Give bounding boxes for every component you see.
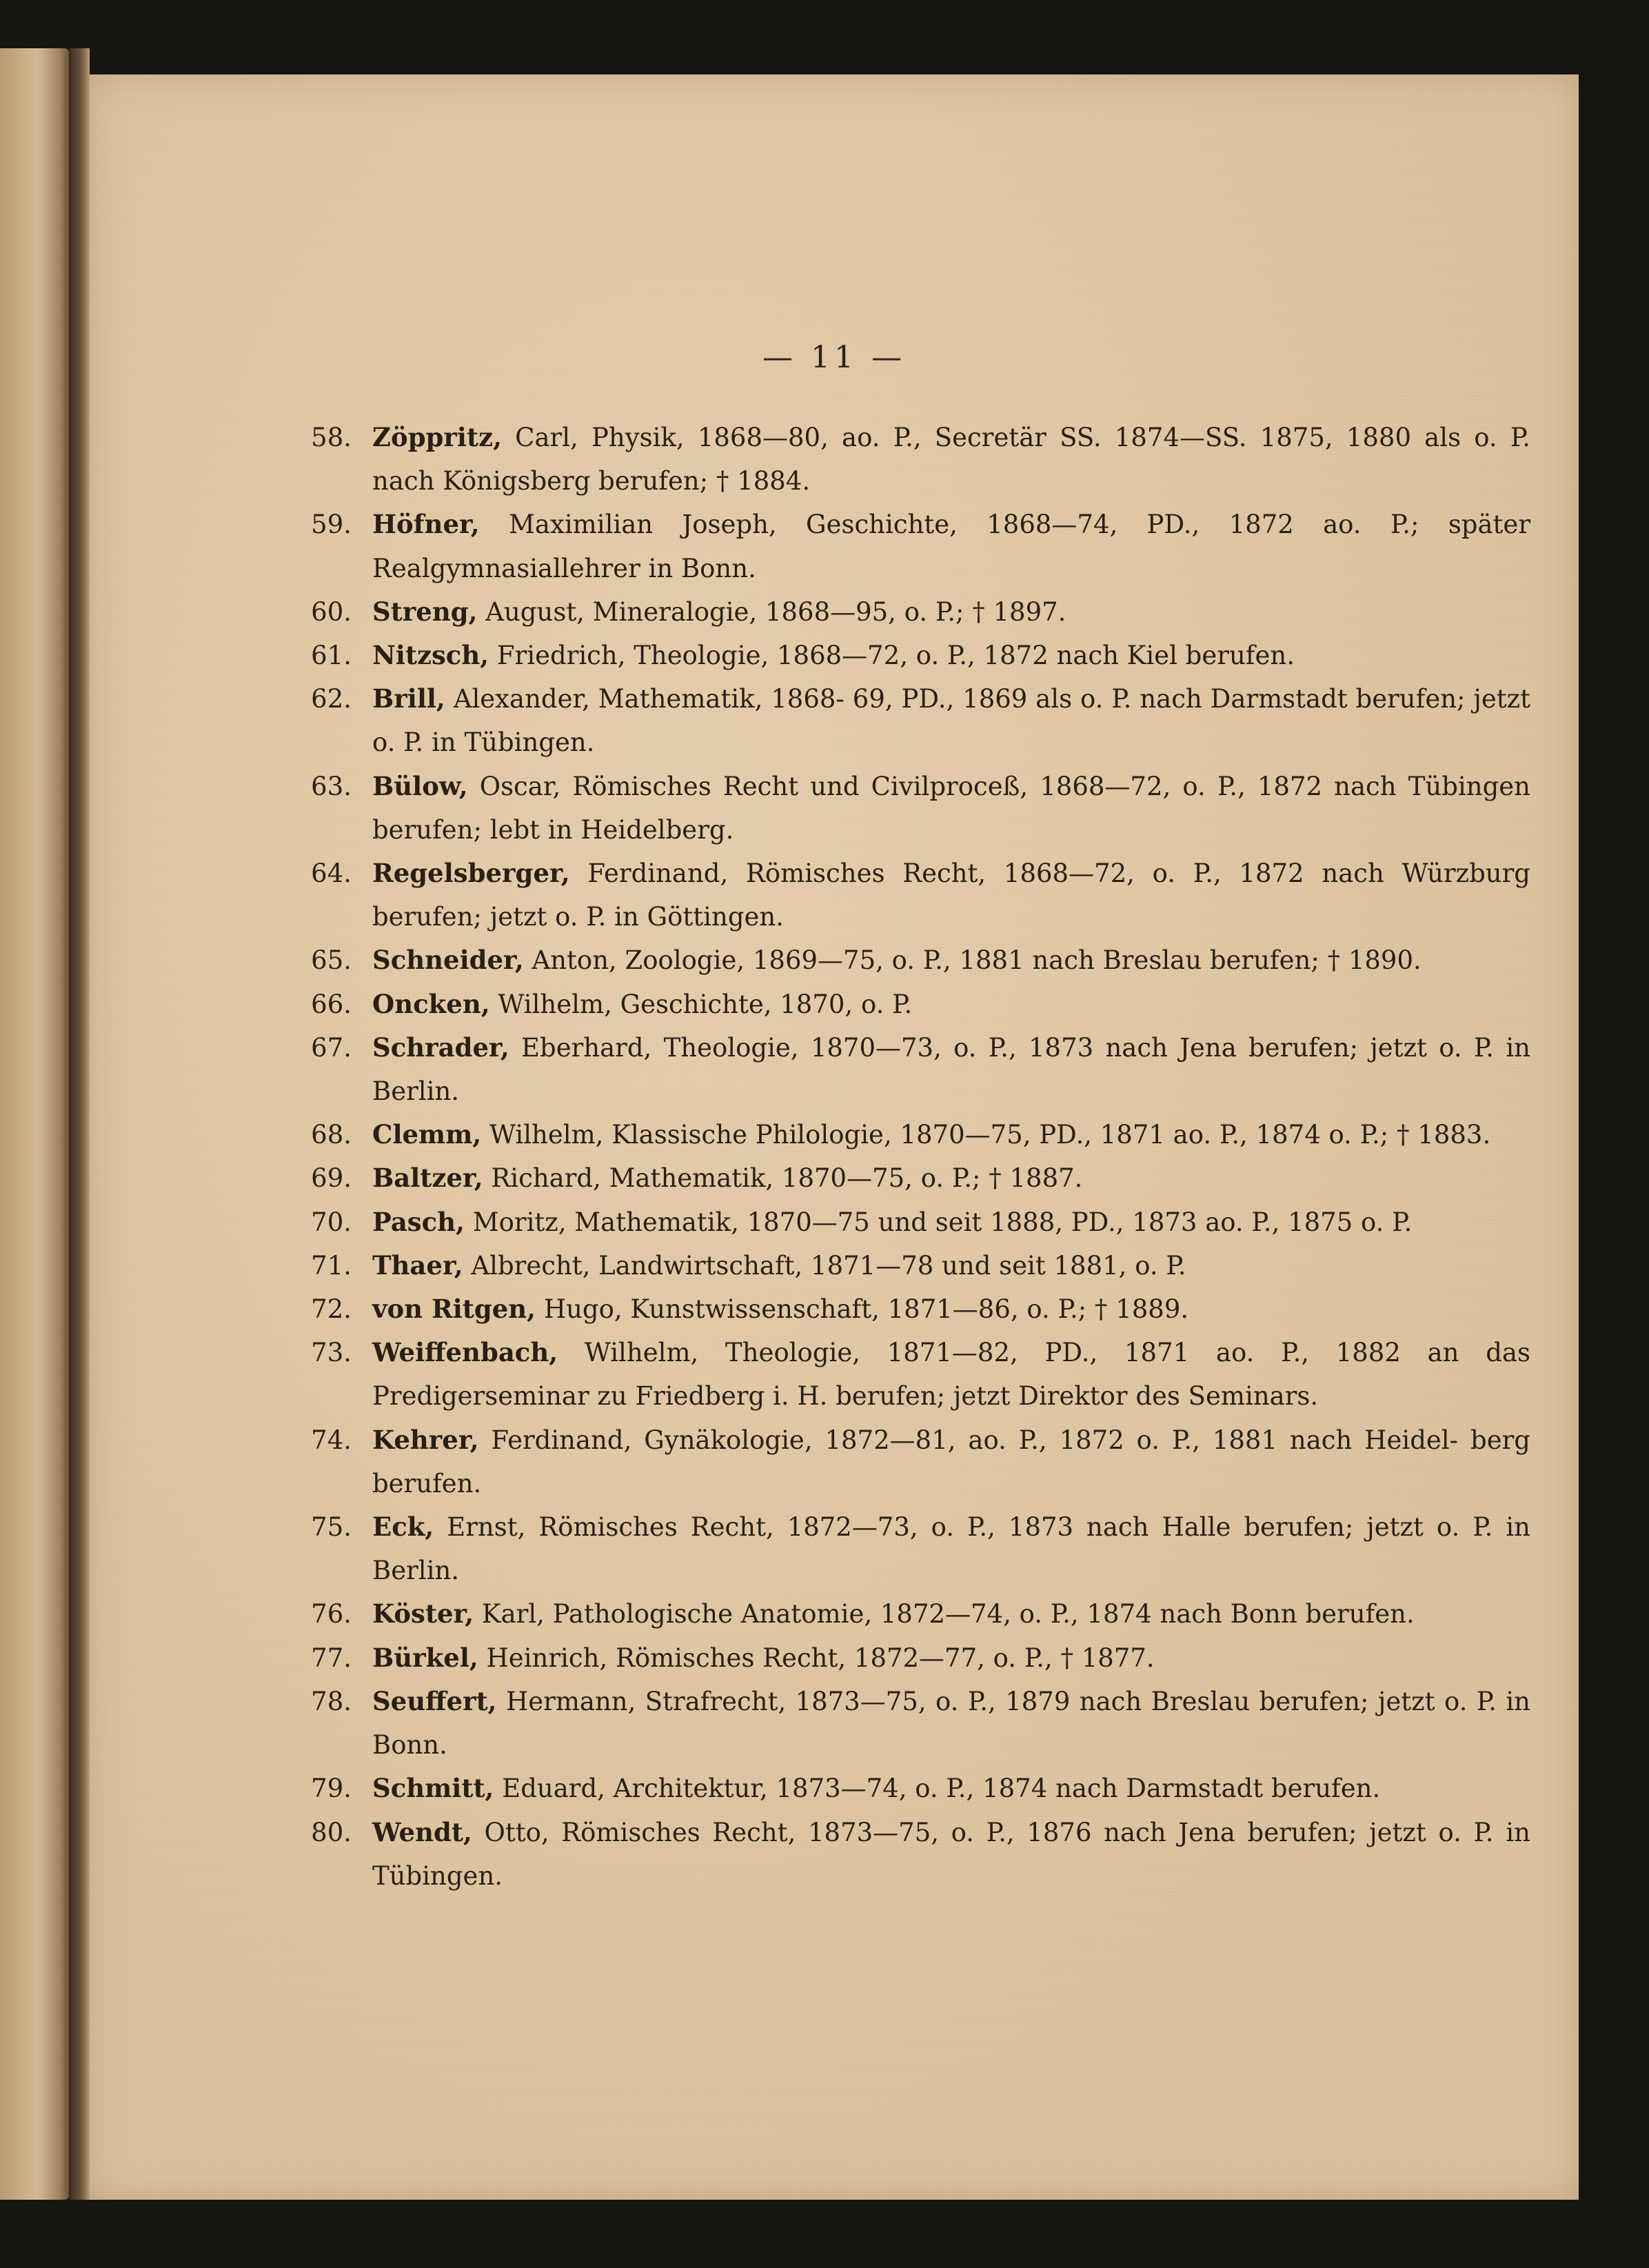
entry-details: Oscar, Römisches Recht und Civilproceß, 1868—72, o. P., 1872 nach Tübingen berufen; lebt in Heidelberg. [372,771,1530,845]
entry-number: 78. [311,1686,352,1716]
entry-number: 61. [311,641,352,671]
entry-number: 71. [311,1250,352,1281]
page-number: — 11 — [762,340,906,375]
entry-name: Baltzer, [372,1163,483,1194]
entry-details: Friedrich, Theologie, 1868—72, o. P., 1872 nach Kiel berufen. [489,641,1295,671]
entry-number: 70. [311,1207,352,1237]
list-item [303,1767,1530,1810]
entry-name: Zöppritz, [372,422,502,452]
list-item [303,852,1530,939]
entry-number: 79. [311,1774,352,1804]
entry-name: Pasch, [372,1206,465,1237]
entry-number: 63. [311,771,352,801]
left-page-edge [0,48,69,2200]
list-item [303,1331,1530,1418]
entry-name: Nitzsch, [372,640,489,671]
entry-details: Hermann, Strafrecht, 1873—75, o. P., 1879 nach Breslau berufen; jetzt o. P. in Bonn. [372,1686,1530,1760]
entry-details: Albrecht, Landwirtschaft, 1871—78 und seit 1881, o. P. [463,1250,1186,1281]
list-item [303,634,1530,677]
list-item [303,1680,1530,1767]
list-item [303,1026,1530,1113]
entry-details: Eberhard, Theologie, 1870—73, o. P., 1873 nach Jena berufen; jetzt o. P. in Berlin. [372,1032,1530,1107]
entry-number: 60. [311,596,352,627]
entry-number: 62. [311,684,352,714]
entry-number: 58. [311,423,352,452]
entry-number: 74. [311,1425,352,1455]
entry-details: Wilhelm, Klassische Philologie, 1870—75, PD., 1871 ao. P., 1874 o. P.; † 1883. [481,1120,1491,1150]
entry-number: 68. [311,1120,352,1150]
entry-name: Schneider, [372,945,524,976]
book-page [90,74,1579,2200]
entry-name: Streng, [372,596,478,627]
entry-name: Thaer, [372,1250,463,1281]
entry-name: Wendt, [372,1816,472,1847]
entry-details: Otto, Römisches Recht, 1873—75, o. P., 1876 nach Jena berufen; jetzt o. P. in Tübingen. [372,1817,1530,1891]
entry-details: Alexander, Mathematik, 1868- 69, PD., 1869 als o. P. nach Darmstadt berufen; jetzt o. P. in Tübingen. [372,684,1530,758]
entry-number: 73. [311,1338,352,1368]
entry-details: Wilhelm, Theologie, 1871—82, PD., 1871 ao. P., 1882 an das Predigerseminar zu Friedberg i. H. berufen; jetzt Direktor des Seminars. [372,1338,1530,1412]
entry-name: Schmitt, [372,1773,494,1804]
list-item [303,1418,1530,1505]
list-item [303,1592,1530,1636]
entry-name: Regelsberger, [372,858,570,889]
entry-number: 65. [311,945,352,976]
entry-name: Bülow, [372,770,468,801]
entry-number: 77. [311,1643,352,1673]
entry-name: Eck, [372,1512,434,1543]
entry-name: Seuffert, [372,1685,497,1716]
list-item [303,1505,1530,1592]
entry-number: 72. [311,1294,352,1325]
list-item [303,503,1530,590]
entry-name: Bürkel, [372,1642,478,1673]
entry-name: Brill, [372,683,445,714]
list-item [303,1113,1530,1156]
entry-details: August, Mineralogie, 1868—95, o. P.; † 1897. [477,596,1066,627]
list-item [303,1287,1530,1331]
list-item [303,590,1530,634]
list-item [303,1636,1530,1680]
entry-number: 76. [311,1599,352,1629]
list-item [303,1811,1530,1898]
list-item [303,983,1530,1026]
entry-details: Richard, Mathematik, 1870—75, o. P.; † 1887. [483,1163,1083,1194]
list-item [303,416,1530,503]
entry-number: 66. [311,989,352,1019]
list-item [303,939,1530,982]
list-item [303,1244,1530,1287]
entry-number: 69. [311,1163,352,1194]
entry-name: Oncken, [372,988,490,1019]
entry-details: Eduard, Architektur, 1873—74, o. P., 1874 nach Darmstadt berufen. [494,1774,1381,1804]
entry-name: von Ritgen, [372,1294,536,1325]
entry-details: Karl, Pathologische Anatomie, 1872—74, o. P., 1874 nach Bonn berufen. [474,1599,1415,1629]
entry-details: Heinrich, Römisches Recht, 1872—77, o. P., † 1877. [478,1643,1155,1673]
entry-name: Schrader, [372,1032,509,1063]
entry-name: Köster, [372,1598,474,1629]
entry-name: Weiffenbach, [372,1337,558,1368]
entry-number: 67. [311,1032,352,1063]
entry-details: Hugo, Kunstwissenschaft, 1871—86, o. P.; † 1889. [536,1294,1189,1325]
entry-details: Maximilian Joseph, Geschichte, 1868—74, PD., 1872 ao. P.; später Realgymnasiallehrer in Bonn. [372,510,1530,583]
entry-details: Carl, Physik, 1868—80, ao. P., Secretär SS. 1874—SS. 1875, 1880 als o. P. nach Königsberg berufen; † 1884. [372,423,1530,496]
entry-details: Ferdinand, Römisches Recht, 1868—72, o. P., 1872 nach Würzburg berufen; jetzt o. P. in Göttingen. [372,859,1530,932]
entry-details: Wilhelm, Geschichte, 1870, o. P. [489,989,913,1019]
entry-details: Ferdinand, Gynäkologie, 1872—81, ao. P., 1872 o. P., 1881 nach Heidel- berg berufen. [372,1425,1530,1498]
entry-details: Anton, Zoologie, 1869—75, o. P., 1881 nach Breslau berufen; † 1890. [523,945,1422,976]
entry-details: Ernst, Römisches Recht, 1872—73, o. P., 1873 nach Halle berufen; jetzt o. P. in Berlin. [372,1512,1530,1586]
list-item [303,1156,1530,1200]
list-item [303,677,1530,764]
entry-number: 80. [311,1817,352,1847]
entry-name: Kehrer, [372,1424,479,1455]
entry-details: Moritz, Mathematik, 1870—75 und seit 1888, PD., 1873 ao. P., 1875 o. P. [464,1207,1413,1237]
entry-number: 75. [311,1512,352,1543]
list-item [303,1201,1530,1244]
book-gutter [69,48,90,2200]
entry-number: 59. [311,510,352,540]
faculty-list [303,416,1530,1898]
list-item [303,765,1530,852]
entry-name: Clemm, [372,1119,482,1150]
entry-name: Höfner, [372,509,480,540]
entry-number: 64. [311,859,352,889]
